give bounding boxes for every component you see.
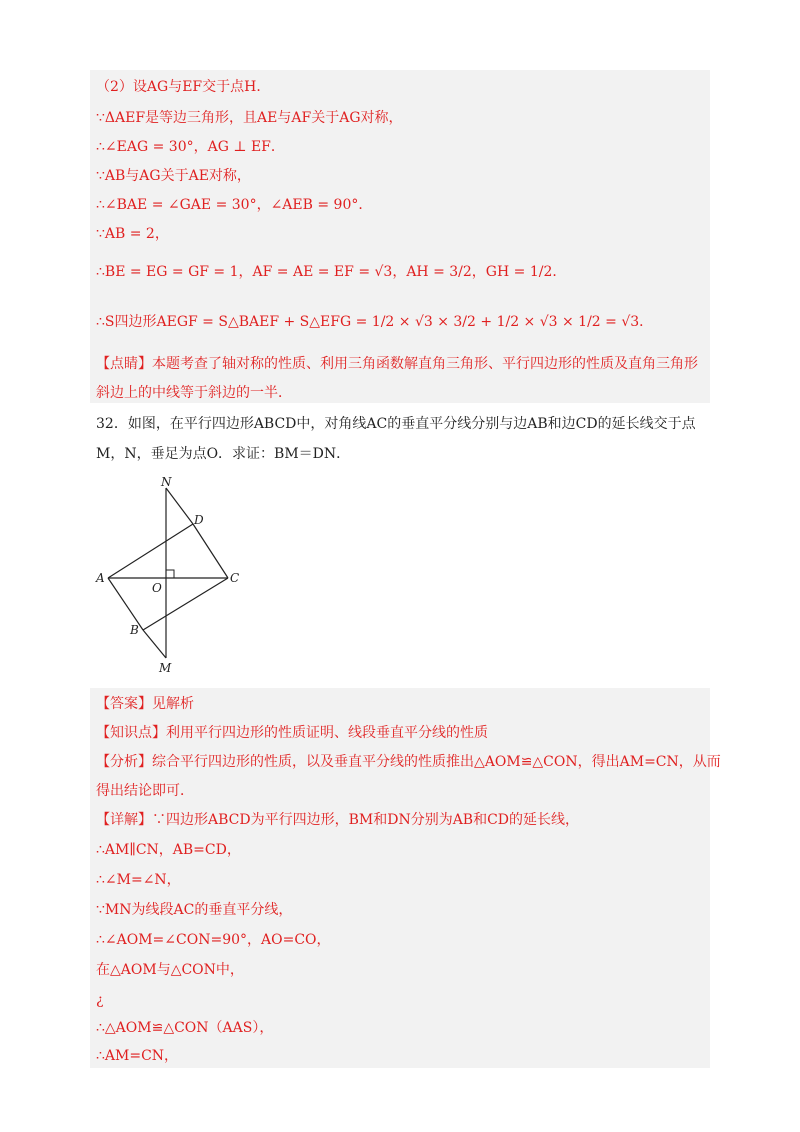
- side-dc: [193, 524, 228, 578]
- solution1-note-line-2: 斜边上的中线等于斜边的一半．: [96, 385, 292, 401]
- detail-line-9: ∴AM=CN，: [96, 1048, 179, 1064]
- label-c: C: [230, 571, 240, 585]
- detail-line-1: 【详解】∵四边形ABCD为平行四边形，BM和DN分别为AB和CD的延长线，: [96, 812, 580, 828]
- detail-line-5: ∴∠AOM=∠CON=90°，AO=CO，: [96, 932, 331, 948]
- extension-dn: [166, 488, 193, 524]
- solution1-line-1: （2）设AG与EF交于点H．: [96, 79, 271, 95]
- knowledge-line: 【知识点】利用平行四边形的性质证明、线段垂直平分线的性质: [96, 725, 488, 741]
- solution1-line-7: ∴BE = EG = GF = 1，AF = AE = EF = √3，AH = 3/2，GH = 1/2．: [96, 264, 567, 280]
- label-a: A: [96, 571, 105, 585]
- detail-line-7: ¿: [96, 992, 104, 1008]
- solution1-line-5: ∴∠BAE = ∠GAE = 30°，∠AEB = 90°．: [96, 197, 373, 213]
- detail-line-6: 在△AOM与△CON中，: [96, 962, 244, 978]
- detail-line-2: ∴AM∥CN，AB=CD，: [96, 842, 241, 858]
- label-b: B: [130, 623, 139, 637]
- solution1-line-6: ∵AB = 2，: [96, 226, 169, 242]
- detail-line-3: ∴∠M=∠N，: [96, 872, 181, 888]
- label-m: M: [159, 661, 172, 675]
- right-angle-mark: [166, 570, 174, 578]
- solution1-line-8: ∴S四边形AEGF = S△BAEF + S△EFG = 1/2 × √3 × 3/2 + 1/2 × √3 × 1/2 = √3．: [96, 314, 654, 330]
- extension-bm: [143, 630, 166, 658]
- solution1-line-4: ∵AB与AG关于AE对称，: [96, 168, 251, 184]
- side-ad: [108, 524, 193, 578]
- label-d: D: [194, 513, 204, 527]
- solution-panel-2: [90, 688, 710, 1068]
- solution1-line-3: ∴∠EAG = 30°，AG ⊥ EF．: [96, 139, 285, 155]
- parallelogram-figure: [88, 472, 248, 682]
- answer-line: 【答案】见解析: [96, 696, 194, 712]
- question-line-2: M，N，垂足为点O．求证：BM＝DN．: [96, 446, 351, 462]
- analysis-line-1: 【分析】综合平行四边形的性质，以及垂直平分线的性质推出△AOM≌△CON，得出AM=CN，从而: [96, 754, 721, 770]
- question-line-1: 32．如图，在平行四边形ABCD中，对角线AC的垂直平分线分别与边AB和边CD的延长线交于点: [96, 416, 696, 432]
- solution1-note-line-1: 【点睛】本题考查了轴对称的性质、利用三角函数解直角三角形、平行四边形的性质及直角三角形: [96, 356, 698, 372]
- detail-line-4: ∵MN为线段AC的垂直平分线，: [96, 902, 293, 918]
- detail-line-8: ∴△AOM≌△CON（AAS），: [96, 1020, 274, 1036]
- solution1-line-2: ∵ΔAEF是等边三角形，且AE与AF关于AG对称，: [96, 110, 403, 126]
- analysis-line-2: 得出结论即可．: [96, 783, 194, 799]
- label-o: O: [152, 581, 162, 595]
- label-n: N: [161, 475, 172, 489]
